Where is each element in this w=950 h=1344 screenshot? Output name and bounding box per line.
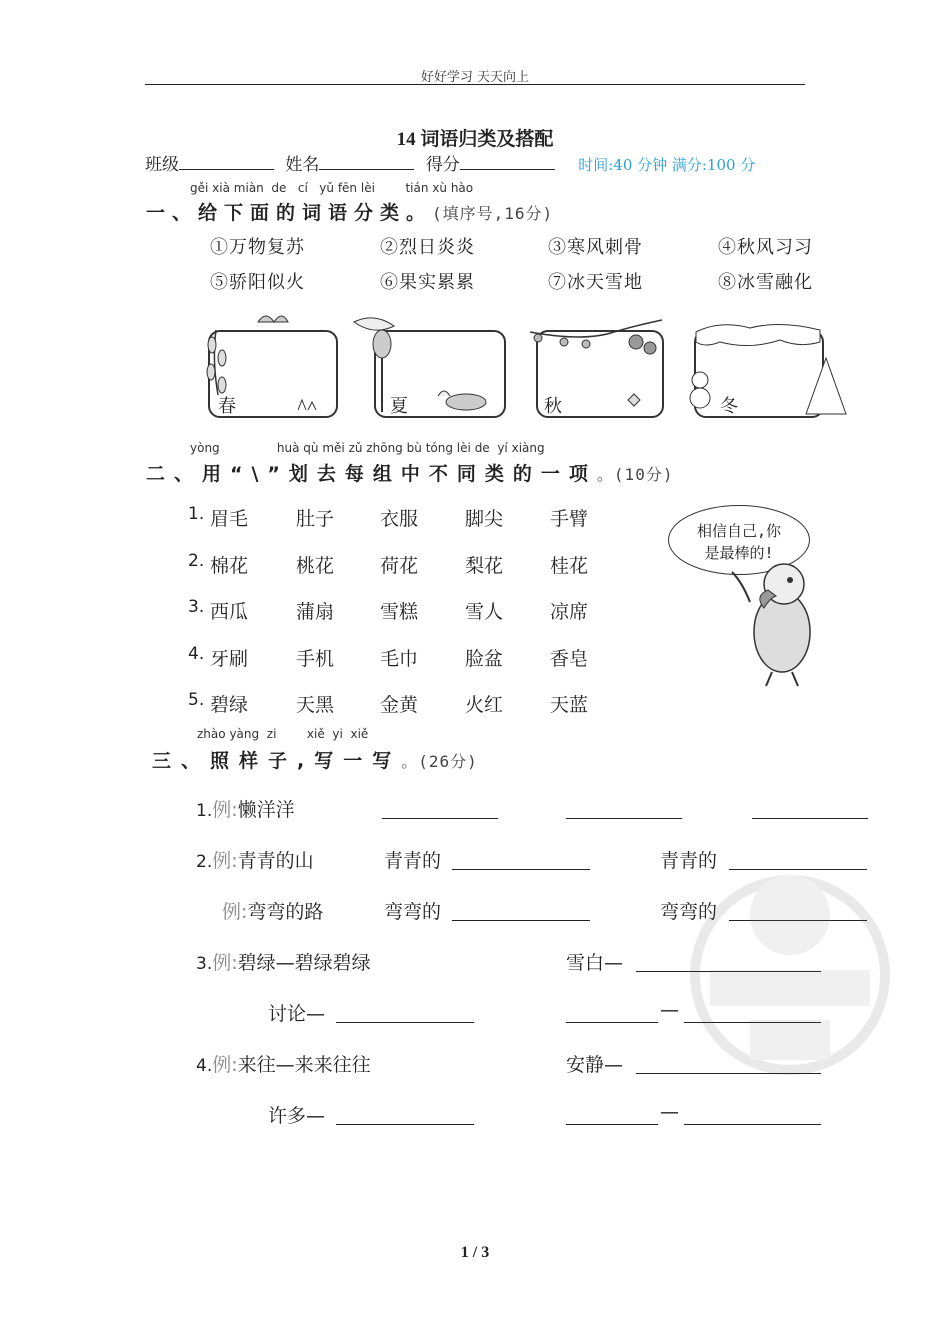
lotus-decoration-icon xyxy=(348,302,508,420)
list-item[interactable]: 衣服 xyxy=(380,508,419,530)
list-item[interactable]: 凉席 xyxy=(550,601,589,623)
snow-decoration-icon xyxy=(680,318,855,420)
class-label: 班级 xyxy=(145,155,179,175)
answer-blank[interactable] xyxy=(452,869,590,870)
worksheet-title: 14 词语归类及搭配 xyxy=(396,129,554,150)
answer-blank[interactable] xyxy=(566,1022,658,1023)
list-item[interactable]: 梨花 xyxy=(465,555,504,577)
q2-line-2: 例:弯弯的路 xyxy=(222,901,324,923)
option-6: ⑥果实累累 xyxy=(380,272,475,293)
answer-blank[interactable] xyxy=(752,818,868,819)
answer-blank[interactable] xyxy=(452,920,590,921)
option-3: ③寒风刺骨 xyxy=(548,237,643,258)
spring-label: 春 xyxy=(218,396,236,417)
score-label: 得分 xyxy=(425,155,460,175)
summer-label: 夏 xyxy=(390,396,408,417)
answer-blank[interactable] xyxy=(382,818,498,819)
willow-decoration-icon xyxy=(198,300,343,420)
section2-pinyin: yòng huà qù měi zǔ zhōng bù tóng lèi de yí xiàng xyxy=(190,441,545,455)
dash: — xyxy=(660,1101,679,1123)
section1-pinyin: gěi xià miàn de cí yǔ fēn lèi tián xù hào xyxy=(190,181,474,195)
list-item[interactable]: 荷花 xyxy=(380,555,419,577)
autumn-branch-icon xyxy=(524,312,669,420)
page-header: 好好学习 天天向上 xyxy=(420,70,530,85)
section3-title: 三、照样子,写一写。(26分) xyxy=(152,750,478,772)
list-item[interactable]: 脸盆 xyxy=(465,648,504,670)
list-item[interactable]: 西瓜 xyxy=(210,601,249,623)
option-4: ④秋风习习 xyxy=(718,237,813,258)
list-item[interactable]: 脚尖 xyxy=(465,508,504,530)
option-5: ⑤骄阳似火 xyxy=(210,272,305,293)
list-item[interactable]: 手臂 xyxy=(550,508,589,530)
q4-prompt-2: 许多— xyxy=(268,1105,326,1127)
list-item[interactable]: 金黄 xyxy=(380,694,419,716)
list-item[interactable]: 手机 xyxy=(296,648,335,670)
q2-prompt-2b: 弯弯的 xyxy=(660,901,718,923)
list-item[interactable]: 蒲扇 xyxy=(296,601,335,623)
option-8: ⑧冰雪融化 xyxy=(718,272,813,293)
section2-title: 二、用“\”划去每组中不同类的一项。(10分) xyxy=(146,463,674,485)
answer-blank[interactable] xyxy=(566,1124,658,1125)
q2-line-1: 2.例:青青的山 xyxy=(196,850,314,872)
section2-row-3: 3. xyxy=(188,597,205,617)
section2-row-5: 5. xyxy=(188,690,205,710)
parrot-icon xyxy=(722,562,822,692)
list-item[interactable]: 天蓝 xyxy=(550,694,589,716)
list-item[interactable]: 火红 xyxy=(465,694,504,716)
header-rule xyxy=(145,84,805,85)
winter-label: 冬 xyxy=(720,396,738,417)
score-field[interactable] xyxy=(460,154,555,170)
list-item[interactable]: 桃花 xyxy=(296,555,335,577)
student-info-line xyxy=(145,150,755,175)
q1-line: 1.例:懒洋洋 xyxy=(196,799,295,821)
watermark-seal-icon xyxy=(690,860,890,1090)
option-1: ①万物复苏 xyxy=(210,237,305,258)
q2-prompt-1a: 青青的 xyxy=(384,850,442,872)
q2-prompt-1b: 青青的 xyxy=(660,850,718,872)
list-item[interactable]: 棉花 xyxy=(210,555,249,577)
answer-blank[interactable] xyxy=(336,1022,474,1023)
answer-blank[interactable] xyxy=(684,1124,821,1125)
section2-row-2: 2. xyxy=(188,551,205,571)
option-2: ②烈日炎炎 xyxy=(380,237,475,258)
answer-blank[interactable] xyxy=(336,1124,474,1125)
q3-line: 3.例:碧绿—碧绿碧绿 xyxy=(196,952,371,974)
list-item[interactable]: 香皂 xyxy=(550,648,589,670)
name-field[interactable] xyxy=(319,154,414,170)
time-info: 时间:40 分钟 满分:100 分 xyxy=(578,156,756,174)
list-item[interactable]: 肚子 xyxy=(296,508,335,530)
q4-prompt-1: 安静— xyxy=(566,1054,624,1076)
q2-prompt-2a: 弯弯的 xyxy=(384,901,442,923)
page-number: 1 / 3 xyxy=(460,1244,490,1261)
option-7: ⑦冰天雪地 xyxy=(548,272,643,293)
list-item[interactable]: 毛巾 xyxy=(380,648,419,670)
section2-row-1: 1. xyxy=(188,504,205,524)
q3-prompt-1: 雪白— xyxy=(566,952,624,974)
name-label: 姓名 xyxy=(285,155,320,175)
list-item[interactable]: 天黑 xyxy=(296,694,335,716)
encouragement-bubble: 相信自己,你 是最棒的! xyxy=(668,505,810,575)
section1-title: 一、给下面的词语分类。(填序号,16分) xyxy=(146,202,554,224)
section3-pinyin: zhào yàng zi xiě yi xiě xyxy=(197,727,369,741)
list-item[interactable]: 桂花 xyxy=(550,555,589,577)
section2-row-4: 4. xyxy=(188,644,205,664)
list-item[interactable]: 眉毛 xyxy=(210,508,249,530)
q3-prompt-2: 讨论— xyxy=(268,1003,326,1025)
list-item[interactable]: 碧绿 xyxy=(210,694,249,716)
list-item[interactable]: 雪人 xyxy=(465,601,504,623)
answer-blank[interactable] xyxy=(566,818,682,819)
list-item[interactable]: 牙刷 xyxy=(210,648,249,670)
autumn-label: 秋 xyxy=(544,396,562,417)
dash: — xyxy=(660,999,679,1021)
q4-line: 4.例:来往—来来往往 xyxy=(196,1054,371,1076)
class-field[interactable] xyxy=(179,154,274,170)
list-item[interactable]: 雪糕 xyxy=(380,601,419,623)
